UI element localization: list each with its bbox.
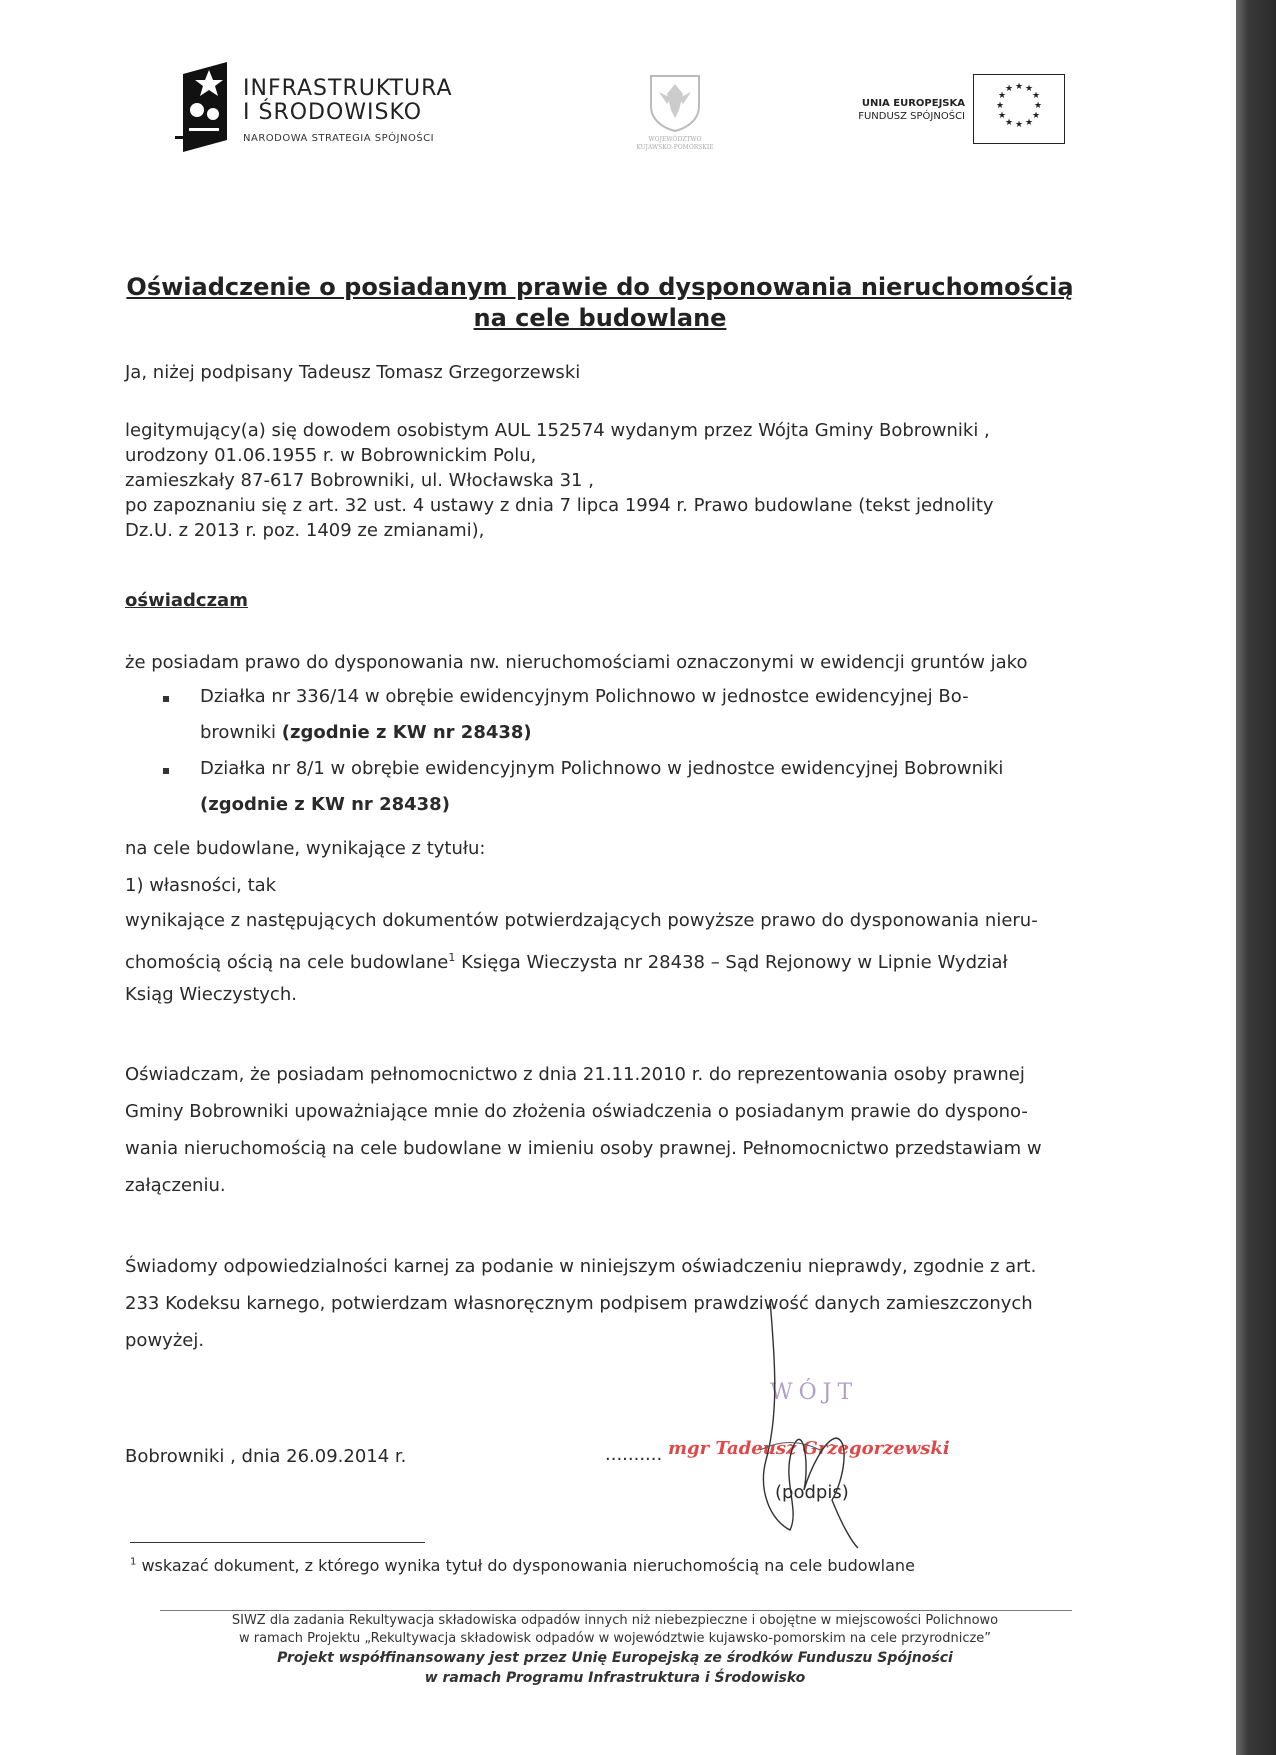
title-line1: Oświadczenie o posiadanym prawie do dysponowania nieruchomością	[126, 273, 1074, 301]
footnote-rule	[130, 1542, 425, 1543]
title-item: 1) własności, tak	[125, 875, 277, 896]
svg-text:★: ★	[1014, 82, 1024, 92]
parcel-1-line1: Działka nr 336/14 w obrębie ewidencyjnym Polichnowo w jednostce ewidencyjnej Bo-	[200, 686, 969, 707]
svg-text:★: ★	[1024, 118, 1034, 128]
footnote-mark: 1	[130, 1556, 137, 1568]
footer-line3: Projekt współfinansowany jest przez Unię Europejską ze środków Funduszu Spójności	[277, 1650, 953, 1666]
intro-line: Ja, niżej podpisany Tadeusz Tomasz Grzegorzewski	[125, 362, 581, 383]
svg-text:★: ★	[1004, 84, 1014, 94]
svg-text:★: ★	[997, 91, 1007, 101]
identity-line3: zamieszkały 87-617 Bobrowniki, ul. Włocławska 31 ,	[125, 470, 594, 491]
parcels-intro: że posiadam prawo do dysponowania nw. nieruchomościami oznaczonymi w ewidencji gruntów jako	[125, 652, 1028, 673]
infrastruktura-mark-icon	[175, 62, 235, 154]
proxy-line2: Gminy Bobrowniki upoważniające mnie do złożenia oświadczenia o posiadanym prawie do dyspono-	[125, 1101, 1028, 1122]
footnote-text: wskazać dokument, z którego wynika tytuł do dysponowania nieruchomością na cele budowlane	[136, 1556, 915, 1575]
parcel-1-line2: browniki	[200, 722, 282, 743]
parcel-2-line1: Działka nr 8/1 w obrębie ewidencyjnym Polichnowo w jednostce ewidencyjnej Bobrowniki	[200, 758, 1004, 779]
scan-edge	[1236, 0, 1276, 1755]
signature-dots: ..........	[605, 1444, 663, 1465]
eu-caption	[858, 97, 965, 123]
identity-line2: urodzony 01.06.1955 r. w Bobrownickim Polu,	[125, 445, 537, 466]
voivodeship-crest	[630, 70, 720, 165]
documents-line2a: chomością ością na cele budowlane	[125, 952, 449, 973]
documents-line3: Ksiąg Wieczystych.	[125, 984, 297, 1005]
proxy-block	[125, 1064, 1070, 1197]
liability-line2: 233 Kodeksu karnego, potwierdzam własnoręcznym podpisem prawdziwość danych zamieszczonych	[125, 1293, 1033, 1314]
crest-line2: KUJAWSKO-POMORSKIE	[636, 144, 714, 151]
stamp-name: mgr Tadeusz Grzegorzewski	[668, 1438, 950, 1459]
proxy-line1: Oświadczam, że posiadam pełnomocnictwo z dnia 21.11.2010 r. do reprezentowania osoby prawnej	[125, 1064, 1025, 1085]
svg-text:★: ★	[1004, 118, 1014, 128]
svg-text:★: ★	[1031, 111, 1041, 121]
bullet-icon	[163, 768, 169, 774]
footer-line2: w ramach Projektu „Rekultywacja składowisk odpadów w województwie kujawsko-pomorskim na cele przyrodnicze”	[238, 1631, 992, 1646]
eu-logo	[825, 74, 1065, 144]
documents-block	[125, 910, 1070, 1006]
parcel-item-2	[200, 758, 1070, 816]
svg-text:★: ★	[995, 101, 1005, 111]
proxy-line3: wania nieruchomością na cele budowlane w imieniu osoby prawnej. Pełnomocnictwo przedstawiam w	[125, 1138, 1042, 1159]
parcel-2-kw: (zgodnie z KW nr 28438)	[200, 794, 450, 815]
declare-heading: oświadczam	[125, 590, 248, 611]
infra-line1: INFRASTRUKTURA	[243, 76, 453, 101]
liability-line1: Świadomy odpowiedzialności karnej za podanie w niniejszym oświadczeniu nieprawdy, zgodnie z art.	[125, 1256, 1037, 1277]
handwritten-signature	[740, 1290, 880, 1550]
stamp-title: WÓJT	[770, 1380, 859, 1405]
proxy-line4: załączeniu.	[125, 1175, 226, 1196]
footer-line4: w ramach Programu Infrastruktura i Środowisko	[424, 1670, 806, 1686]
eu-line1: UNIA EUROPEJSKA	[861, 98, 965, 109]
signature-caption: (podpis)	[775, 1482, 849, 1503]
crest-caption	[620, 136, 730, 152]
svg-text:★: ★	[1014, 120, 1024, 130]
identity-line1: legitymujący(a) się dowodem osobistym AUL 152574 wydanym przez Wójta Gminy Bobrowniki ,	[125, 420, 990, 441]
purpose-line: na cele budowlane, wynikające z tytułu:	[125, 838, 486, 859]
documents-line1: wynikające z następujących dokumentów potwierdzających powyższe prawo do dysponowania nieru-	[125, 910, 1038, 931]
bullet-icon	[163, 696, 169, 702]
footer-line1: SIWZ dla zadania Rekultywacja składowiska odpadów innych niż niebezpieczne i obojętne w miejscowości Polichnowo	[231, 1613, 999, 1628]
place-date: Bobrowniki , dnia 26.09.2014 r.	[125, 1446, 407, 1467]
svg-text:★: ★	[997, 111, 1007, 121]
document-title	[125, 272, 1075, 334]
identity-block	[125, 420, 1070, 545]
eu-line2: FUNDUSZ SPÓJNOŚCI	[858, 111, 965, 122]
liability-block	[125, 1256, 1070, 1352]
infrastruktura-logo	[175, 62, 475, 157]
identity-line5: Dz.U. z 2013 r. poz. 1409 ze zmianami),	[125, 520, 485, 541]
title-line2: na cele budowlane	[473, 304, 727, 332]
crest-icon	[645, 70, 705, 132]
svg-text:★: ★	[1031, 91, 1041, 101]
footer-rule	[160, 1610, 1072, 1611]
infra-line2: I ŚRODOWISKO	[243, 100, 423, 125]
parcel-item-1	[200, 686, 1070, 744]
parcel-1-kw: (zgodnie z KW nr 28438)	[281, 722, 532, 743]
eu-flag-icon	[973, 74, 1065, 144]
svg-text:★: ★	[1033, 101, 1043, 111]
infrastruktura-title	[243, 77, 453, 125]
footnote-ref: 1	[448, 951, 456, 964]
footnote	[130, 1556, 915, 1575]
identity-line4: po zapoznaniu się z art. 32 ust. 4 ustawy z dnia 7 lipca 1994 r. Prawo budowlane (tekst jednolity	[125, 495, 994, 516]
liability-line3: powyżej.	[125, 1330, 205, 1351]
documents-line2b: Księga Wieczysta nr 28438 – Sąd Rejonowy w Lipnie Wydział	[455, 952, 1008, 973]
infra-subtitle: NARODOWA STRATEGIA SPÓJNOŚCI	[243, 133, 435, 144]
svg-text:★: ★	[1024, 84, 1034, 94]
crest-line1: WOJEWÓDZTWO	[648, 136, 702, 143]
